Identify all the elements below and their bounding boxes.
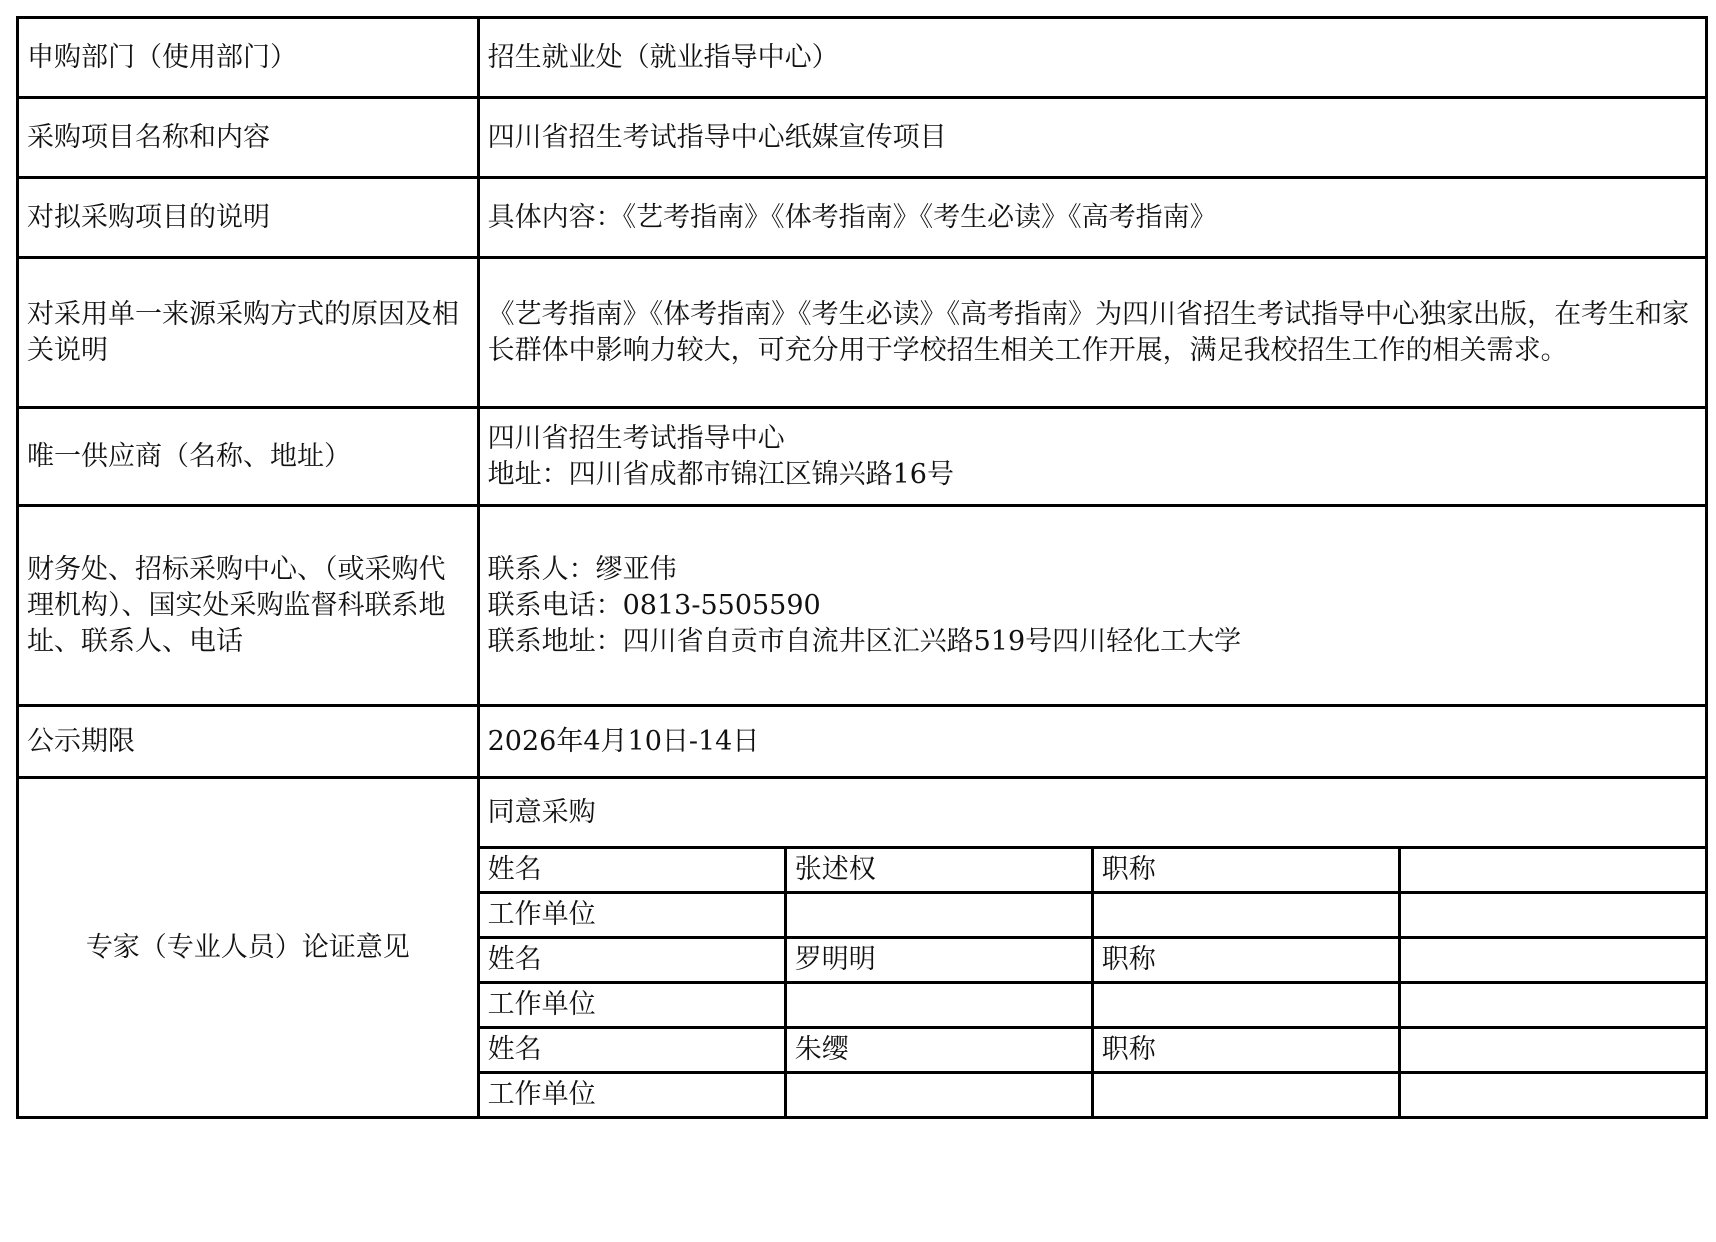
supplier-label: 唯一供应商（名称、地址） [18,408,479,506]
row-supplier [18,408,1707,506]
expert-3-unit-label: 工作单位 [478,1073,785,1118]
supplier-name: 四川省招生考试指导中心 [487,422,785,454]
expert-1-blank-a [1092,893,1399,938]
contact-person: 联系人：缪亚伟 [487,553,677,585]
row-contact [18,506,1707,706]
expert-3-unit [785,1073,1092,1118]
reason-label: 对采用单一来源采购方式的原因及相关说明 [18,258,479,408]
period-label: 公示期限 [18,706,479,778]
expert-1-title [1399,848,1706,893]
row-dept [18,18,1707,98]
expert-3-blank-a [1092,1073,1399,1118]
expert-2-unit-label: 工作单位 [478,983,785,1028]
expert-1-unit [785,893,1092,938]
row-project [18,98,1707,178]
reason-value: 《艺考指南》《体考指南》《考生必读》《高考指南》为四川省招生考试指导中心独家出版，在考生和家长群体中影响力较大，可充分用于学校招生相关工作开展，满足我校招生工作的相关需求。 [478,258,1706,408]
contact-phone: 联系电话：0813-5505590 [487,589,821,621]
row-reason [18,258,1707,408]
dept-value: 招生就业处（就业指导中心） [478,18,1706,98]
supplier-cell [478,408,1706,506]
expert-3-name: 朱缨 [785,1028,1092,1073]
expert-3-name-label: 姓名 [478,1028,785,1073]
row-expert-opinion [18,778,1707,848]
expert-3-title-label: 职称 [1092,1028,1399,1073]
expert-2-blank-b [1399,983,1706,1028]
dept-label: 申购部门（使用部门） [18,18,479,98]
expert-opinion: 同意采购 [478,778,1706,848]
contact-address: 联系地址：四川省自贡市自流井区汇兴路519号四川轻化工大学 [487,625,1242,657]
expert-1-name-label: 姓名 [478,848,785,893]
project-value: 四川省招生考试指导中心纸媒宣传项目 [478,98,1706,178]
expert-2-blank-a [1092,983,1399,1028]
expert-3-title [1399,1028,1706,1073]
expert-2-name: 罗明明 [785,938,1092,983]
expert-1-unit-label: 工作单位 [478,893,785,938]
project-label: 采购项目名称和内容 [18,98,479,178]
expert-2-unit [785,983,1092,1028]
contact-cell [478,506,1706,706]
expert-2-title-label: 职称 [1092,938,1399,983]
description-label: 对拟采购项目的说明 [18,178,479,258]
period-value: 2026年4月10日-14日 [478,706,1706,778]
row-description [18,178,1707,258]
expert-1-name: 张述权 [785,848,1092,893]
expert-2-title [1399,938,1706,983]
experts-label: 专家（专业人员）论证意见 [18,778,479,1118]
contact-label: 财务处、招标采购中心、（或采购代理机构）、国实处采购监督科联系地址、联系人、电话 [18,506,479,706]
procurement-form-table [16,16,1708,1119]
supplier-address: 地址：四川省成都市锦江区锦兴路16号 [487,458,954,490]
row-period [18,706,1707,778]
description-value: 具体内容：《艺考指南》《体考指南》《考生必读》《高考指南》 [478,178,1706,258]
expert-2-name-label: 姓名 [478,938,785,983]
expert-1-title-label: 职称 [1092,848,1399,893]
expert-3-blank-b [1399,1073,1706,1118]
expert-1-blank-b [1399,893,1706,938]
